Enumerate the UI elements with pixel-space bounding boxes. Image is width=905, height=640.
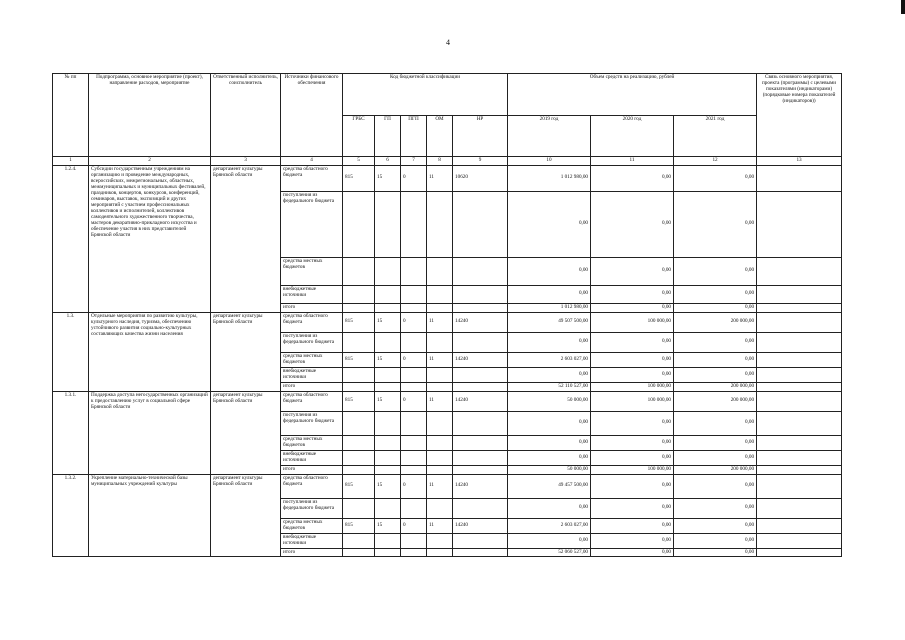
header-pgp: ПГП: [401, 115, 427, 157]
amount: 0,00: [508, 435, 591, 450]
amount: 0,00: [508, 367, 591, 382]
budget-code: [375, 332, 401, 352]
amount: 0,00: [508, 498, 591, 518]
amount: 0,00: [674, 435, 757, 450]
amount: 0,00: [674, 474, 757, 498]
indicator-link: [757, 257, 842, 285]
budget-code: 15: [375, 352, 401, 367]
column-number: 10: [508, 157, 591, 166]
header-2021: 2021 год: [674, 115, 757, 157]
budget-code: 14240: [453, 391, 508, 411]
amount: 200 000,00: [674, 312, 757, 332]
budget-code: 0: [401, 518, 427, 533]
column-number: 12: [674, 157, 757, 166]
budget-code: [453, 367, 508, 382]
header-budget-code: Код бюджетной классификации: [343, 74, 508, 116]
budget-code: [453, 332, 508, 352]
budget-code: [375, 450, 401, 465]
budget-code: [401, 533, 427, 548]
executor: департамент культуры Брянской области: [211, 391, 281, 474]
amount: 49 457 500,00: [508, 474, 591, 498]
funding-source: поступления из федерального бюджета: [281, 332, 343, 352]
budget-code: 11: [427, 391, 453, 411]
budget-code: [343, 411, 375, 435]
budget-code: [375, 548, 401, 557]
header-2019: 2019 год: [508, 115, 591, 157]
header-executor: Ответственный исполнитель, соисполнитель: [211, 74, 281, 157]
budget-code: 11: [427, 352, 453, 367]
budget-code: [453, 498, 508, 518]
budget-code: [427, 498, 453, 518]
indicator-link: [757, 548, 842, 557]
budget-code: [401, 332, 427, 352]
amount: 0,00: [591, 518, 674, 533]
column-number: 3: [211, 157, 281, 166]
column-number: 4: [281, 157, 343, 166]
amount: 0,00: [591, 450, 674, 465]
column-number: 13: [757, 157, 842, 166]
funding-source: итого: [281, 303, 343, 312]
measure-name: Отдельные мероприятия по развитию культуры, культурного наследия, туризма, обеспечению устойчивого развития социально-культурных составляющих качества жизни населения: [89, 312, 211, 391]
amount: 0,00: [674, 257, 757, 285]
indicator-link: [757, 191, 842, 257]
indicator-link: [757, 352, 842, 367]
budget-code: [453, 303, 508, 312]
funding-source: внебюджетные источники: [281, 450, 343, 465]
funding-source: средства областного бюджета: [281, 312, 343, 332]
budget-code: 15: [375, 165, 401, 191]
indicator-link: [757, 518, 842, 533]
amount: 0,00: [508, 450, 591, 465]
budget-code: [375, 382, 401, 391]
indicator-link: [757, 474, 842, 498]
column-number: 6: [375, 157, 401, 166]
budget-code: 815: [343, 165, 375, 191]
budget-code: 0: [401, 312, 427, 332]
budget-code: 15: [375, 312, 401, 332]
budget-code: [427, 191, 453, 257]
funding-source: средства местных бюджетов: [281, 435, 343, 450]
budget-code: [375, 367, 401, 382]
amount: 100 000,00: [591, 391, 674, 411]
executor: департамент культуры Брянской области: [211, 165, 281, 312]
funding-source: средства областного бюджета: [281, 474, 343, 498]
budget-code: 815: [343, 474, 375, 498]
budget-code: 815: [343, 352, 375, 367]
executor: департамент культуры Брянской области: [211, 474, 281, 557]
amount: 0,00: [591, 285, 674, 303]
budget-code: [343, 450, 375, 465]
budget-code: [343, 367, 375, 382]
measure-name: Поддержка доступа негосударственных организаций к предоставлению услуг в социальной сфере Брянской области: [89, 391, 211, 474]
amount: 0,00: [674, 518, 757, 533]
indicator-link: [757, 303, 842, 312]
budget-code: [375, 191, 401, 257]
indicator-link: [757, 382, 842, 391]
indicator-link: [757, 411, 842, 435]
row-number: 1.3.: [53, 312, 89, 391]
funding-source: внебюджетные источники: [281, 285, 343, 303]
budget-code: 15: [375, 474, 401, 498]
budget-code: [401, 382, 427, 391]
row-number: 1.3.1.: [53, 391, 89, 474]
budget-code: [401, 450, 427, 465]
budget-code: [453, 257, 508, 285]
indicator-link: [757, 465, 842, 474]
budget-code: [453, 465, 508, 474]
budget-code: [343, 332, 375, 352]
budget-code: [427, 257, 453, 285]
amount: 0,00: [674, 165, 757, 191]
funding-source: поступления из федерального бюджета: [281, 498, 343, 518]
amount: 200 000,00: [674, 382, 757, 391]
budget-code: 0: [401, 165, 427, 191]
budget-code: 815: [343, 312, 375, 332]
budget-code: [375, 533, 401, 548]
budget-code: [401, 303, 427, 312]
amount: 200 000,00: [674, 465, 757, 474]
column-number: 9: [453, 157, 508, 166]
header-grbs: ГРБС: [343, 115, 375, 157]
table-row: [53, 165, 842, 191]
budget-code: 14240: [453, 352, 508, 367]
amount: 0,00: [674, 332, 757, 352]
budget-code: [453, 450, 508, 465]
budget-code: [427, 435, 453, 450]
header-volume: Объем средств на реализацию, рублей: [508, 74, 757, 116]
budget-code: [453, 435, 508, 450]
budget-code: [427, 450, 453, 465]
header-link: Связь основного мероприятия, проекта (программы) с целевыми показателями (индикаторами) (порядковые номера показателей (индикаторов)): [757, 74, 842, 157]
amount: 2 603 027,00: [508, 518, 591, 533]
column-number: 7: [401, 157, 427, 166]
amount: 1 012 980,00: [508, 303, 591, 312]
funding-source: внебюджетные источники: [281, 533, 343, 548]
budget-code: [401, 257, 427, 285]
budget-code: [343, 382, 375, 391]
funding-source: поступления из федерального бюджета: [281, 191, 343, 257]
amount: 0,00: [508, 257, 591, 285]
amount: 0,00: [674, 498, 757, 518]
amount: 0,00: [591, 257, 674, 285]
funding-source: поступления из федерального бюджета: [281, 411, 343, 435]
budget-code: [343, 498, 375, 518]
budget-code: [343, 191, 375, 257]
header-program: Подпрограмма, основное мероприятие (проект), направление расходов, мероприятие: [89, 74, 211, 157]
amount: 0,00: [674, 533, 757, 548]
budget-code: 11: [427, 165, 453, 191]
measure-name: Субсидии государственным учреждениям на организацию и проведение международных, всероссийских, межрегиональных, областных, межмуниципальных и муниципальных фестивалей, праздников, концертов, конкурсов, конференций, семинаров, выставок, экспозиций и других мероприятий с участием профессиональных коллективов и исполнителей, коллективов самодеятельного художественного творчества, мастеров декоративно-прикладного искусства и обеспечение участия в них представителей Брянской области: [89, 165, 211, 312]
budget-code: 15: [375, 391, 401, 411]
budget-code: 0: [401, 474, 427, 498]
budget-code: [427, 533, 453, 548]
indicator-link: [757, 332, 842, 352]
amount: 0,00: [591, 533, 674, 548]
budget-code: [401, 285, 427, 303]
amount: 0,00: [591, 332, 674, 352]
budget-code: [427, 382, 453, 391]
amount: 50 000,00: [508, 391, 591, 411]
amount: 0,00: [591, 435, 674, 450]
amount: 49 507 500,00: [508, 312, 591, 332]
funding-source: итого: [281, 382, 343, 391]
budget-code: [401, 411, 427, 435]
amount: 1 012 980,00: [508, 165, 591, 191]
budget-code: [401, 367, 427, 382]
funding-source: средства областного бюджета: [281, 165, 343, 191]
indicator-link: [757, 498, 842, 518]
table-row: [53, 312, 842, 332]
indicator-link: [757, 450, 842, 465]
row-number: 1.3.2.: [53, 474, 89, 557]
funding-source: итого: [281, 548, 343, 557]
amount: 0,00: [508, 332, 591, 352]
budget-code: [427, 465, 453, 474]
amount: 0,00: [591, 191, 674, 257]
budget-code: 10620: [453, 165, 508, 191]
amount: 52 060 527,00: [508, 548, 591, 557]
budget-code: [427, 303, 453, 312]
budget-code: [453, 533, 508, 548]
header-2020: 2020 год: [591, 115, 674, 157]
header-nr: НР: [453, 115, 508, 157]
column-number: 2: [89, 157, 211, 166]
indicator-link: [757, 312, 842, 332]
column-number: 11: [591, 157, 674, 166]
budget-code: 11: [427, 518, 453, 533]
budget-code: 14240: [453, 312, 508, 332]
amount: 0,00: [674, 303, 757, 312]
amount: 0,00: [508, 533, 591, 548]
column-number-row: [53, 157, 842, 166]
indicator-link: [757, 435, 842, 450]
amount: 0,00: [591, 498, 674, 518]
budget-code: 15: [375, 518, 401, 533]
indicator-link: [757, 533, 842, 548]
budget-code: 0: [401, 391, 427, 411]
measure-name: Укрепление материально-технической базы муниципальных учреждений культуры: [89, 474, 211, 557]
budget-code: 14240: [453, 518, 508, 533]
budget-code: [427, 548, 453, 557]
amount: 0,00: [674, 191, 757, 257]
budget-code: [401, 465, 427, 474]
budget-code: [375, 435, 401, 450]
amount: 0,00: [674, 352, 757, 367]
amount: 200 000,00: [674, 391, 757, 411]
budget-code: [453, 285, 508, 303]
amount: 52 110 527,00: [508, 382, 591, 391]
budget-code: [375, 498, 401, 518]
indicator-link: [757, 165, 842, 191]
budget-code: 11: [427, 312, 453, 332]
budget-code: [453, 382, 508, 391]
budget-code: [453, 548, 508, 557]
column-number: 5: [343, 157, 375, 166]
header-om: ОМ: [427, 115, 453, 157]
amount: 0,00: [674, 450, 757, 465]
amount: 100 000,00: [591, 465, 674, 474]
indicator-link: [757, 285, 842, 303]
budget-code: [427, 332, 453, 352]
budget-code: [375, 285, 401, 303]
column-number: 1: [53, 157, 89, 166]
budget-code: [375, 465, 401, 474]
funding-source: средства местных бюджетов: [281, 257, 343, 285]
budget-code: 11: [427, 474, 453, 498]
budget-table: [52, 73, 842, 557]
funding-source: средства местных бюджетов: [281, 352, 343, 367]
amount: 0,00: [674, 548, 757, 557]
budget-code: [343, 548, 375, 557]
amount: 0,00: [674, 285, 757, 303]
budget-code: [401, 191, 427, 257]
amount: 0,00: [591, 303, 674, 312]
amount: 0,00: [591, 411, 674, 435]
amount: 100 000,00: [591, 312, 674, 332]
executor: департамент культуры Брянской области: [211, 312, 281, 391]
amount: 0,00: [591, 352, 674, 367]
budget-code: [375, 257, 401, 285]
budget-code: [343, 533, 375, 548]
amount: 0,00: [591, 548, 674, 557]
budget-code: [453, 411, 508, 435]
budget-code: [343, 303, 375, 312]
header-gp: ГП: [375, 115, 401, 157]
edge-mark: [901, 0, 905, 14]
budget-code: [343, 465, 375, 474]
budget-code: 0: [401, 352, 427, 367]
amount: 0,00: [508, 411, 591, 435]
amount: 50 000,00: [508, 465, 591, 474]
amount: 0,00: [508, 191, 591, 257]
budget-code: [375, 303, 401, 312]
amount: 0,00: [591, 367, 674, 382]
budget-code: [343, 285, 375, 303]
row-number: 1.2.4.: [53, 165, 89, 312]
amount: 100 000,00: [591, 382, 674, 391]
budget-code: [453, 191, 508, 257]
budget-code: [375, 411, 401, 435]
table-row: [53, 391, 842, 411]
column-number: 8: [427, 157, 453, 166]
page-number: 4: [446, 38, 450, 47]
amount: 0,00: [591, 474, 674, 498]
budget-code: [401, 548, 427, 557]
budget-code: [427, 367, 453, 382]
header-sources: Источники финансового обеспечения: [281, 74, 343, 157]
funding-source: средства областного бюджета: [281, 391, 343, 411]
amount: 0,00: [674, 411, 757, 435]
table-row: [53, 474, 842, 498]
amount: 0,00: [674, 367, 757, 382]
funding-source: средства местных бюджетов: [281, 518, 343, 533]
budget-code: [401, 498, 427, 518]
budget-code: [401, 435, 427, 450]
header-n: № пп: [53, 74, 89, 157]
amount: 0,00: [508, 285, 591, 303]
budget-code: 815: [343, 518, 375, 533]
budget-code: [427, 411, 453, 435]
budget-code: 815: [343, 391, 375, 411]
budget-code: 14240: [453, 474, 508, 498]
funding-source: итого: [281, 465, 343, 474]
indicator-link: [757, 391, 842, 411]
budget-code: [343, 257, 375, 285]
amount: 2 603 027,00: [508, 352, 591, 367]
budget-code: [343, 435, 375, 450]
amount: 0,00: [591, 165, 674, 191]
indicator-link: [757, 367, 842, 382]
budget-code: [427, 285, 453, 303]
funding-source: внебюджетные источники: [281, 367, 343, 382]
